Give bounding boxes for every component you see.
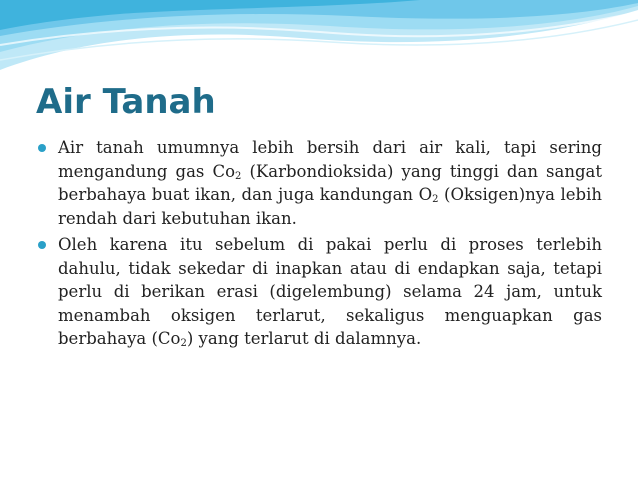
bullet-dot-icon [38, 241, 46, 249]
bullet-item-2 [36, 233, 602, 351]
bullet-dot-icon [38, 144, 46, 152]
slide-title: Air Tanah [36, 82, 216, 122]
slide-content [36, 136, 602, 354]
bullet-text-2: Oleh karena itu sebelum di pakai perlu di proses terlebih dahulu, tidak sekedar di inapkan atau di endapkan saja, tetapi perlu di berikan erasi (digelembung) selama 24 jam, untuk menambah oksigen terlarut, sekaligus menguapkan gas berbahaya $(Co_2)$ yang terlarut di dalamnya. [58, 235, 602, 349]
header-wave-decoration [0, 0, 638, 80]
bullet-text-1: Air tanah umumnya lebih bersih dari air kali, tapi sering mengandung gas $Co_2$ (Karbondioksida) yang tinggi dan sangat berbahaya buat ikan, dan juga kandungan $O_2$ (Oksigen)nya lebih rendah dari kebutuhan ikan. [58, 138, 602, 228]
bullet-item-1 [36, 136, 602, 230]
